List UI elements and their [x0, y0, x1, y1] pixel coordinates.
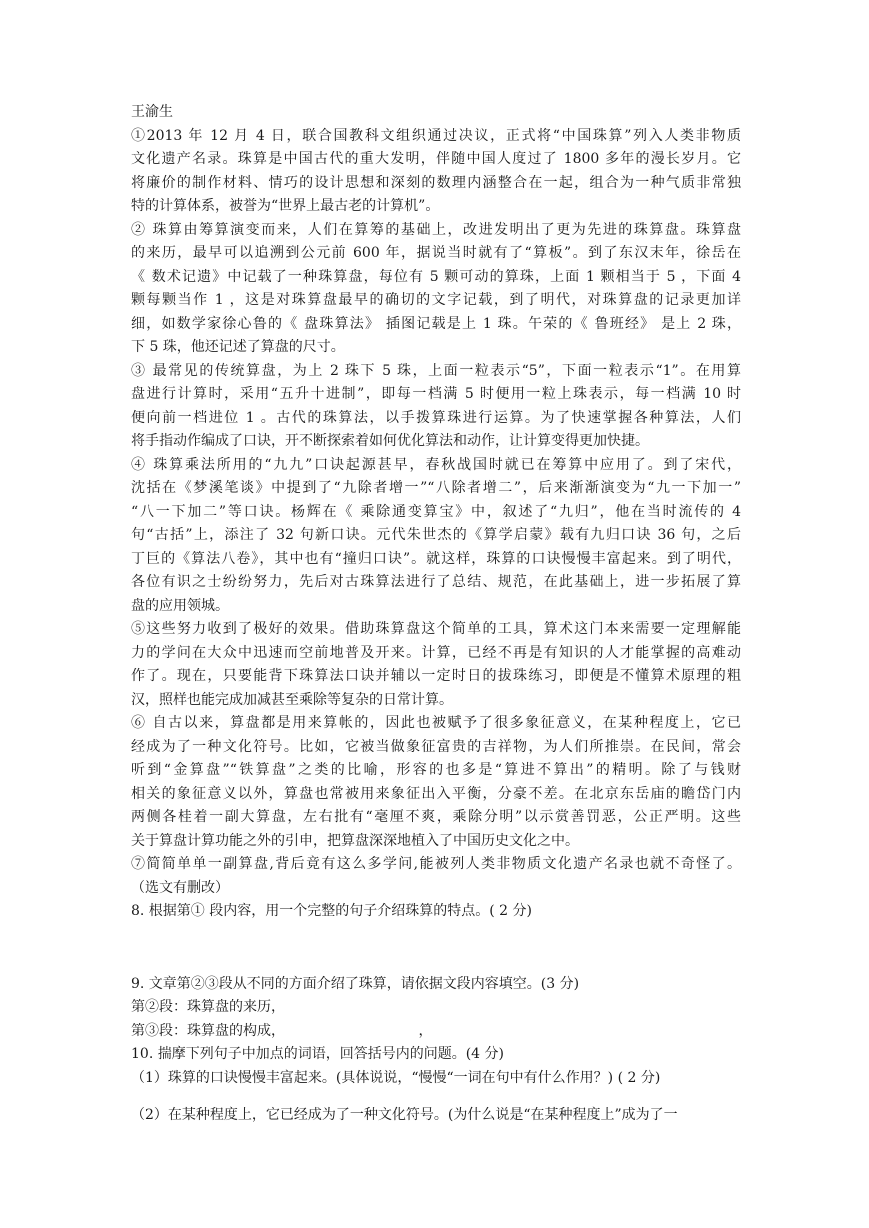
article-line: ④ 珠算乘法所用的“九九”口诀起源甚早，春秋战国时就已在筹算中应用了。到了宋代， [131, 456, 741, 473]
article-line: 句“古括”上，添注了 32 句新口诀。元代朱世杰的《算学启蒙》载有九归口诀 36 句，之后 [131, 527, 741, 543]
questions-section [131, 900, 741, 1128]
article-line: 将廉价的制作材料、情巧的设计思想和深刻的数理内涵整合在一起，组合为一种气质非常独 [131, 174, 741, 191]
article-line: “八一下加二”等口诀。杨辉在《 乘除通变算宝》中，叙述了“九归”，他在当时流传的 4 [131, 503, 741, 520]
article-line: 特的计算体系，被誉为“世界上最古老的计算机”。 [131, 198, 440, 214]
article-line: 两侧各桂着一副大算盘，左右批有“毫厘不爽，乘除分明”以示赏善罚恶，公正严明。这些 [131, 809, 741, 825]
article-line: 经成为了一种文化符号。比如，它被当做象征富贵的吉祥物，为人们所推崇。在民间，常会 [131, 738, 741, 755]
article-line: 关于算盘计算功能之外的引申，把算盘深深地植入了中国历史文化之中。 [131, 832, 579, 849]
article-line: 文化遗产名录。珠算是中国古代的重大发明，伴随中国人度过了 1800 多年的漫长岁月。它 [131, 151, 741, 167]
answer-space-8 [131, 924, 741, 973]
source-note: （选文有删改） [131, 879, 229, 896]
question-9-part-a: 第②段：珠算盘的来历， [131, 999, 285, 1015]
article-line: 力的学问在大众中迅速而空前地普及开来。计算，已经不再是有知识的人才能掌握的高难动 [131, 644, 741, 661]
answer-space-10-1 [131, 1090, 741, 1104]
article-line: 听到“金算盘”“铁算盘”之类的比喻，形容的也多是“算进不算出”的精明。除了与钱财 [131, 762, 741, 778]
article-line: ⑦简简单单一副算盘,背后竟有这么多学问,能被列人类非物质文化遗产名录也就不奇怪了。 [131, 856, 741, 872]
article-line: 作了。现在，只要能背下珠算法口诀并辅以一定时日的拔珠练习，即便是不懂算术原理的粗 [131, 668, 741, 684]
question-10-part-1: （1）珠算的口诀慢慢丰富起来。(具体说说，“慢慢“一词在句中有什么作用？) ( 2 分) [131, 1069, 661, 1086]
article-line: 的来历，最早可以追溯到公元前 600 年，据说当时就有了“算板”。到了东汉末年，徐岳在 [131, 245, 741, 261]
author-line: 王渝生 [131, 104, 173, 120]
article-line: 各位有识之士纷纷努力，先后对古珠算法进行了总结、规范，在此基础上，进一步拓展了算 [131, 574, 741, 590]
article-line: 《 数术记遗》中记载了一种珠算盘，每位有 5 颗可动的算珠，上面 1 颗相当于 5 ，下面 4 [131, 268, 741, 285]
document-page [131, 101, 741, 1128]
article-line: 沈括在《梦溪笔谈》中提到了“九除者增一”“八除者增二”，后来渐渐演变为“九一下加一” [131, 480, 741, 496]
article-line: 汉，照样也能完成加减甚至乘除等复杂的日常计算。 [131, 691, 453, 708]
question-9-part-b: 第③段：珠算盘的构成， ， [131, 1022, 433, 1039]
article-line: 下 5 珠，他还记述了算盘的尺寸。 [131, 339, 345, 355]
article-line: 盘进行计算时，采用“五升十进制”，即每一档满 5 时便用一粒上珠表示，每一档满 10 时 [131, 386, 741, 402]
article-line: 相关的象征意义以外，算盘也常被用来象征出入平衡，分豪不差。在北京东岳庙的瞻岱门内 [131, 785, 741, 802]
question-9: 9. 文章第②③段从不同的方面介绍了珠算，请依据文段内容填空。(3 分) [131, 975, 580, 992]
article-line: 便向前一档进位 1 。古代的珠算法，以手拨算珠进行运算。为了快速掌握各种算法，人们 [131, 409, 741, 426]
article-line: ⑤这些努力收到了极好的效果。借助珠算盘这个简单的工具，算术这门本来需要一定理解能 [131, 621, 741, 637]
article-line: ⑥ 自古以来，算盘都是用来算帐的，因此也被赋予了很多象征意义，在某种程度上，它已 [131, 715, 741, 731]
question-10: 10. 揣摩下列句子中加点的词语，回答括号内的问题。(4 分) [131, 1046, 504, 1062]
article-line: 丁巨的《算法八卷》，其中也有“撞归口诀”。就这样，珠算的口诀慢慢丰富起来。到了明代， [131, 550, 741, 567]
article-line: 将手指动作编成了口诀，开不断探索着如何优化算法和动作，让计算变得更加快捷。 [131, 433, 649, 449]
article-line: ①2013 年 12 月 4 日，联合国教科文组织通过决议，正式将“中国珠算”列入人类非物质 [131, 127, 741, 144]
article-line: ② 珠算由筹算演变而来，人们在算筹的基础上，改进发明出了更为先进的珠算盘。珠算盘 [131, 221, 741, 238]
article-line: 盘的应用领城。 [131, 597, 229, 614]
article-body [131, 125, 741, 901]
question-8: 8. 根据第① 段内容，用一个完整的句子介绍珠算的特点。( 2 分) [131, 903, 532, 919]
question-10-part-2: （2）在某种程度上，它已经成为了一种文化符号。(为什么说是“在某种程度上”成为了一 [131, 1107, 678, 1123]
article-line: ③ 最常见的传统算盘，为上 2 珠下 5 珠，上面一粒表示“5”，下面一粒表示“1”。在用算 [131, 362, 741, 379]
article-line: 细，如数学家徐心鲁的《 盘珠算法》 插图记载是上 1 珠。午荣的《 鲁班经》 是上 2 珠， [131, 315, 741, 332]
article-line: 颗每颗当作 1 ，这是对珠算盘最早的确切的文字记载，到了明代，对珠算盘的记录更加详 [131, 292, 741, 308]
